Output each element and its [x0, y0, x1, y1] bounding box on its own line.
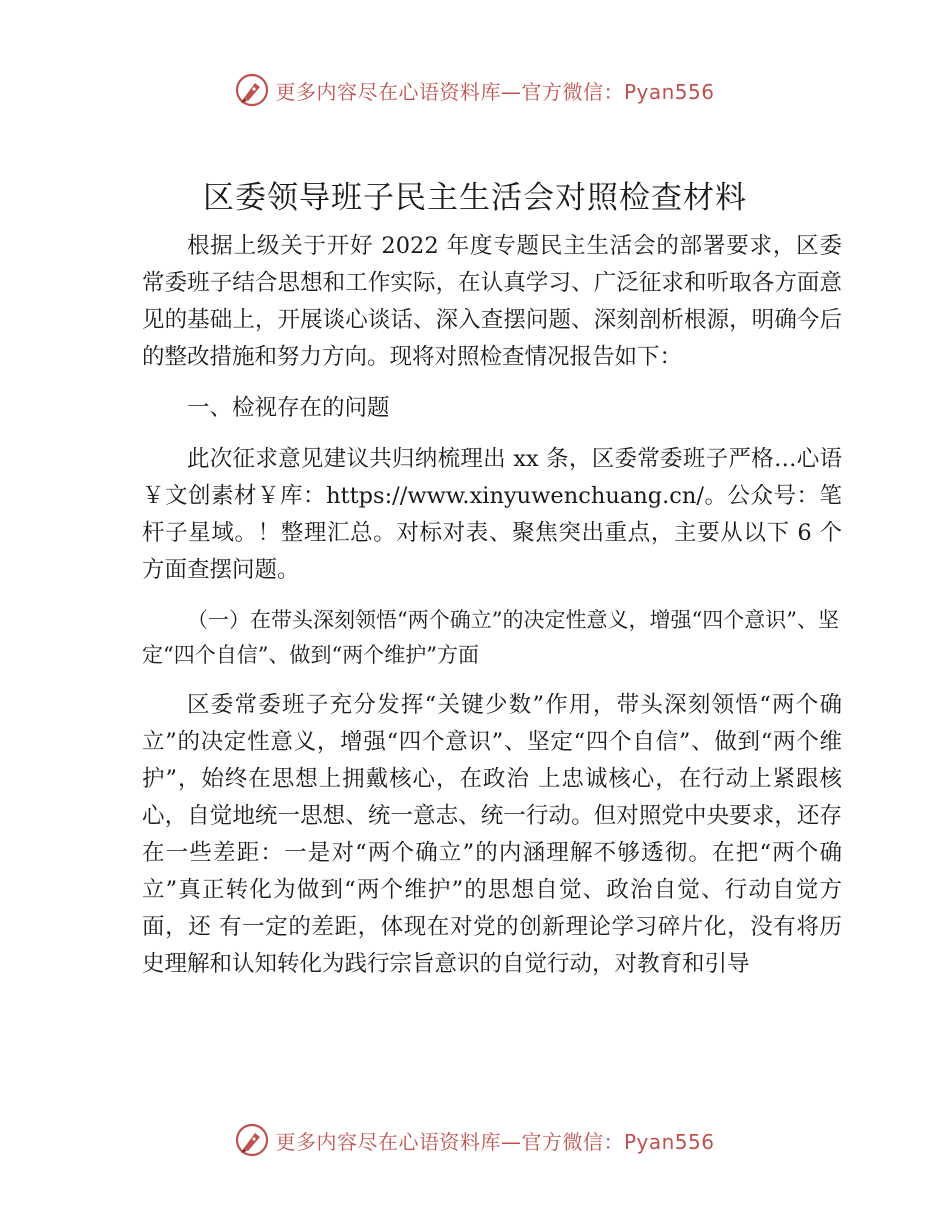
section-heading-1: 一、检视存在的问题 [187, 395, 390, 421]
subsection-heading-1: （一）在带头深刻领悟“两个确立”的决定性意义，增强“四个意识”、坚定“四个自信”、做到“两个维护”方面 [142, 608, 839, 667]
document-body [142, 228, 842, 983]
intro-paragraph: 根据上级关于开好 2022 年度专题民主生活会的部署要求，区委常委班子结合思想和工作实际，在认真学习、广泛征求和听取各方面意见的基础上，开展谈心谈话、深入查摆问题、深刻剖析根源，明确今后的整改措施和努力方向。现将对照检查情况报告如下： [142, 233, 842, 370]
pen-nib-logo-icon [235, 73, 269, 107]
document-title: 区委领导班子民主生活会对照检查材料 [203, 180, 747, 216]
banner-text: 更多内容尽在心语资料库—官方微信：Pyan556 [275, 79, 715, 104]
subsection-paragraph-1: 区委常委班子充分发挥“关键少数”作用，带头深刻领悟“两个确立”的决定性意义，增强“四个意识”、坚定“四个自信”、做到“两个维护”，始终在思想上拥戴核心，在政治 上忠诚核心，在行动上紧跟核心，自觉地统一思想、统一意志、统一行动。但对照党中央要求，还存在一些差距：一是对“两个确立”的内涵理解不够透彻。在把“两个确立”真正转化为做到“两个维护”的思想自觉、政治自觉、行动自觉方面，还 有一定的差距，体现在对党的创新理论学习碎片化，没有将历史理解和认知转化为践行宗旨意识的自觉行动，对教育和引导 [142, 692, 842, 977]
banner-text: 更多内容尽在心语资料库—官方微信：Pyan556 [275, 1129, 715, 1154]
header-banner [0, 68, 950, 112]
pen-nib-logo-icon [235, 1123, 269, 1157]
footer-banner [0, 1118, 950, 1162]
section-paragraph-1: 此次征求意见建议共归纳梳理出 xx 条，区委常委班子严格…心语￥文创素材￥库：https://www.xinyuwenchuang.cn/。公众号：笔杆子星域。！整理汇总。对标对表、聚焦突出重点，主要从以下 6 个方面查摆问题。 [142, 446, 842, 583]
